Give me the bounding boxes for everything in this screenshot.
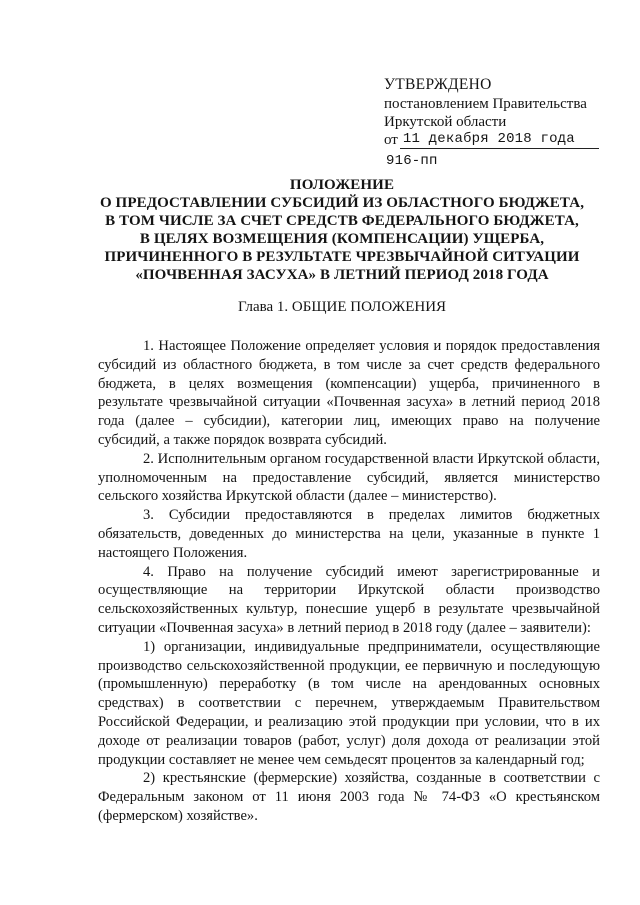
document-title (86, 176, 598, 284)
paragraph-1: 1. Настоящее Положение определяет условия и порядок предоставления субсидий из областного бюджета, в том числе за счет средств федерального бюджета, в целях возмещения (компенсации) ущерба, причиненного в результате чрезвычайной ситуации «Почвенная засуха» в летний период 2018 года (далее – субсидии), категории лиц, имеющих право на получение субсидий, а также порядок возврата субсидий. (98, 338, 600, 448)
paragraph-4-item-2: 2) крестьянские (фермерские) хозяйства, созданные в соответствии с Федеральным законом от 11 июня 2003 года № 74-ФЗ «О крестьянском (фермерском) хозяйстве». (98, 770, 600, 824)
title-line-1: ПОЛОЖЕНИЕ (289, 177, 395, 193)
title-line-3: В ТОМ ЧИСЛЕ ЗА СЧЕТ СРЕДСТВ ФЕДЕРАЛЬНОГО БЮДЖЕТА, (105, 213, 579, 229)
approval-region-line: Иркутской области (384, 114, 507, 130)
paragraph-2: 2. Исполнительным органом государственной власти Иркутской области, уполномоченным на предоставление субсидий, является министерство сельского хозяйства Иркутской области (далее – министерство). (98, 450, 600, 505)
paragraph-4: 4. Право на получение субсидий имеют зарегистрированные и осуществляющие на территории Иркутской области производство сельскохозяйственных культур, понесшие ущерб в результате чрезвычайной ситуации «Почвенная засуха» в летний период в 2018 году (далее – заявители): (98, 563, 600, 636)
approved-heading: УТВЕРЖДЕНО (384, 76, 492, 93)
approval-authority-line: постановлением Правительства (384, 96, 587, 112)
paragraph-4-item-1: 1) организации, индивидуальные предприниматели, осуществляющие производство сельскохозяйственной продукции, ее первичную и последующую (промышленную) переработку (в том числе на арендованных основных средствах) в соответствии с перечнем, утверждаемым Правительством Российской Федерации, и реализацию этой продукции при условии, что в их доходе от реализации товаров (работ, услуг) доля дохода от реализации этой продукции составляет не менее чем семьдесят процентов за календарный год; (98, 638, 600, 768)
approval-date-line (384, 131, 614, 149)
chapter-heading: Глава 1. ОБЩИЕ ПОЛОЖЕНИЯ (237, 299, 447, 315)
approval-stamp (384, 76, 614, 170)
approval-date: 11 декабря 2018 года (400, 131, 599, 149)
document-body (98, 337, 600, 826)
approval-number: 916-пп (386, 153, 438, 169)
title-line-4: В ЦЕЛЯХ ВОЗМЕЩЕНИЯ (КОМПЕНСАЦИИ) УЩЕРБА, (139, 231, 545, 247)
date-prefix: от (384, 132, 398, 148)
title-line-5: ПРИЧИНЕННОГО В РЕЗУЛЬТАТЕ ЧРЕЗВЫЧАЙНОЙ СИТУАЦИИ (104, 249, 580, 265)
paragraph-3: 3. Субсидии предоставляются в пределах лимитов бюджетных обязательств, доведенных до министерства на цели, указанные в пункте 1 настоящего Положения. (98, 507, 600, 561)
title-line-6: «ПОЧВЕННАЯ ЗАСУХА» В ЛЕТНИЙ ПЕРИОД 2018 ГОДА (135, 267, 549, 283)
title-line-2: О ПРЕДОСТАВЛЕНИИ СУБСИДИЙ ИЗ ОБЛАСТНОГО БЮДЖЕТА, (99, 195, 585, 211)
